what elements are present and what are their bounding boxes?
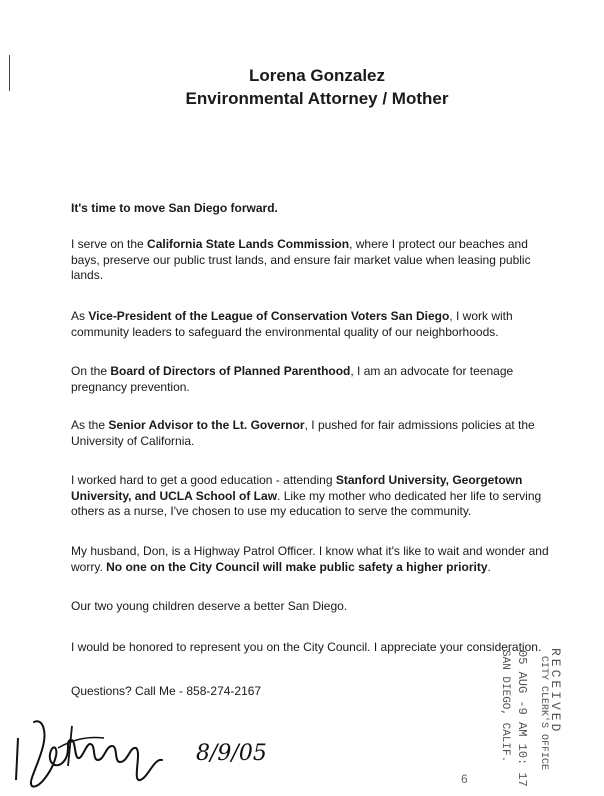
p3-text-bold: Vice-President of the League of Conservation Voters San Diego bbox=[88, 309, 450, 323]
paragraph-intro bbox=[71, 201, 551, 217]
paragraph-lcv bbox=[71, 309, 551, 340]
paragraph-closing: I would be honored to represent you on the City Council. I appreciate your consideration. bbox=[71, 640, 542, 654]
p3-text-c: , I work with community leaders to safeguard the environmental quality of our neighborhoods. bbox=[71, 309, 513, 339]
p4-text-c: , I am an advocate for teenage pregnancy prevention. bbox=[71, 364, 514, 394]
paragraph-senior-advisor bbox=[71, 418, 551, 449]
stamp-office: CITY CLERK'S OFFICE bbox=[538, 656, 549, 771]
stamp-datetime: 05 AUG -9 AM 10: 17 bbox=[515, 650, 529, 787]
paragraph-lands-commission bbox=[71, 237, 551, 284]
p4-text-bold: Board of Directors of Planned Parenthood bbox=[110, 364, 351, 378]
paragraph-contact: Questions? Call Me - 858-274-2167 bbox=[71, 684, 262, 698]
paragraph-planned-parenthood bbox=[71, 364, 551, 395]
p2-text-c: , where I protect our beaches and bays, preserve our public trust lands, and ensure fair market value when leasing public lands. bbox=[71, 237, 531, 282]
p2-text-a: I serve on the bbox=[71, 237, 148, 251]
paragraph-education bbox=[71, 473, 551, 520]
p7-text-a: My husband, Don, is a Highway Patrol Officer. I know what it's like to wait and wonder and worry. bbox=[71, 544, 549, 574]
signature bbox=[12, 700, 272, 792]
p4-text-a: On the bbox=[71, 364, 111, 378]
stamp-received: RECEIVED bbox=[548, 648, 563, 735]
intro-text: It's time to move San Diego forward. bbox=[71, 201, 278, 215]
p7-text-bold: No one on the City Council will make public safety a higher priority bbox=[106, 559, 488, 574]
p5-text-a: As the bbox=[71, 418, 109, 432]
candidate-title: Environmental Attorney / Mother bbox=[185, 89, 449, 108]
p7-text-c: . bbox=[487, 559, 491, 574]
footer-mark: 6 bbox=[461, 772, 468, 786]
p6-text-c: . Like my mother who dedicated her life to serving others as a nurse, I've chosen to use my education to serve the community. bbox=[71, 488, 542, 518]
p3-text-a: As bbox=[71, 309, 89, 323]
p5-text-c: , I pushed for fair admissions policies at the University of California. bbox=[71, 418, 535, 448]
paragraph-public-safety bbox=[71, 544, 551, 575]
p5-text-bold: Senior Advisor to the Lt. Governor bbox=[108, 418, 305, 432]
p6-text-a: I worked hard to get a good education - attending bbox=[71, 473, 336, 487]
stamp-location: SAN DIEGO, CALIF. bbox=[499, 650, 511, 763]
signature-date: 8/9/05 bbox=[196, 741, 267, 766]
paragraph-children: Our two young children deserve a better San Diego. bbox=[71, 599, 348, 613]
candidate-name: Lorena Gonzalez bbox=[248, 66, 386, 85]
p6-text-bold: Stanford University, Georgetown University, and UCLA School of Law bbox=[71, 473, 523, 503]
received-stamp bbox=[483, 648, 563, 787]
p2-text-bold: California State Lands Commission bbox=[147, 237, 350, 251]
